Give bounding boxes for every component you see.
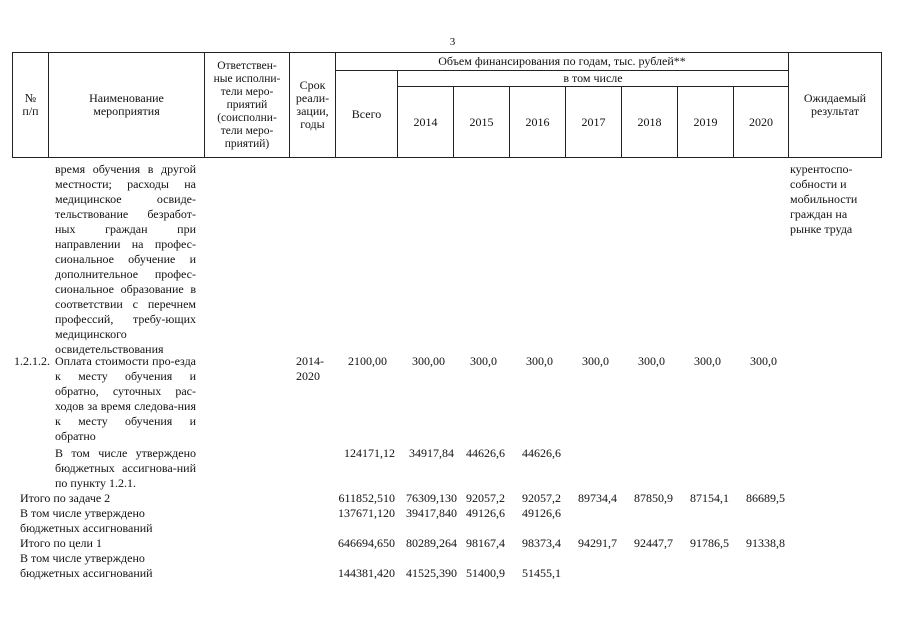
total-goal1-2016: 98373,4 bbox=[522, 536, 561, 550]
row-1212-name: Оплата стоимости про-езда к месту обучения и обратно, суточных рас-ходов за время следова-ния к месту обучения и обратно bbox=[55, 354, 196, 443]
header-col-executors: Ответствен- ные исполни- тели меро- приятий (соисполни- тели меро- приятий) bbox=[204, 52, 290, 158]
row-1212-2019: 300,0 bbox=[694, 354, 721, 368]
header-col-result: Ожидаемый результат bbox=[788, 52, 882, 158]
continued-measure-text: время обучения в другой местности; расходы на медицинское освиде-тельствование безработ-ных граждан при направлении на профес-сиональное обучение и дополнительное профес-сиональное образование в соответствии с перечнем профессий, требу-ющих медицинского освидетельствования bbox=[55, 162, 196, 356]
total-goal1-2014: 80289,264 bbox=[406, 536, 457, 550]
total-task2-2020: 86689,5 bbox=[746, 491, 785, 505]
row-1212-2014: 300,00 bbox=[412, 354, 445, 368]
header-year-2016: 2016 bbox=[509, 86, 566, 158]
approved-goal1-2015: 51400,9 bbox=[466, 566, 505, 580]
header-year-2017: 2017 bbox=[565, 86, 622, 158]
header-year-2015: 2015 bbox=[453, 86, 510, 158]
header-year-2018: 2018 bbox=[621, 86, 678, 158]
row-1212-2017: 300,0 bbox=[582, 354, 609, 368]
approved-task2-2014: 39417,840 bbox=[406, 506, 457, 520]
total-goal1-2018: 92447,7 bbox=[634, 536, 673, 550]
continued-expected-result: курентоспо- собности и мобильности граждан на рынке труда bbox=[790, 162, 858, 236]
row-1212-term: 2014- 2020 bbox=[296, 354, 324, 383]
approved-goal1-label: В том числе утверждено бюджетных ассигнований bbox=[20, 551, 153, 580]
header-col-funding: Объем финансирования по годам, тыс. рублей** bbox=[335, 52, 789, 71]
table-header bbox=[12, 52, 882, 158]
page-number: 3 bbox=[449, 36, 456, 48]
total-task2-2014: 76309,130 bbox=[406, 491, 457, 505]
row-1212-2020: 300,0 bbox=[750, 354, 777, 368]
row-1212-2018: 300,0 bbox=[638, 354, 665, 368]
approved-task2-2016: 49126,6 bbox=[522, 506, 561, 520]
header-col-name: Наименование мероприятия bbox=[48, 52, 205, 158]
header-col-term: Срок реали- зации, годы bbox=[289, 52, 336, 158]
row-1212-2015: 300,0 bbox=[470, 354, 497, 368]
approved-task2-total: 137671,120 bbox=[338, 506, 395, 520]
header-year-2019: 2019 bbox=[677, 86, 734, 158]
row-approved-121-2016: 44626,6 bbox=[522, 446, 561, 460]
row-1212-total: 2100,00 bbox=[348, 354, 387, 368]
total-goal1-2017: 94291,7 bbox=[578, 536, 617, 550]
row-1212-2016: 300,0 bbox=[526, 354, 553, 368]
header-col-number: № п/п bbox=[12, 52, 49, 158]
approved-goal1-total: 144381,420 bbox=[338, 566, 395, 580]
header-year-2014: 2014 bbox=[397, 86, 454, 158]
total-goal1-label: Итого по цели 1 bbox=[20, 536, 102, 550]
row-approved-121-2015: 44626,6 bbox=[466, 446, 505, 460]
header-year-2020: 2020 bbox=[733, 86, 789, 158]
approved-goal1-2014: 41525,390 bbox=[406, 566, 457, 580]
total-task2-2017: 89734,4 bbox=[578, 491, 617, 505]
approved-goal1-2016: 51455,1 bbox=[522, 566, 561, 580]
row-approved-121-2014: 34917,84 bbox=[409, 446, 454, 460]
total-goal1-2020: 91338,8 bbox=[746, 536, 785, 550]
total-goal1-total: 646694,650 bbox=[338, 536, 395, 550]
total-task2-2016: 92057,2 bbox=[522, 491, 561, 505]
total-goal1-2019: 91786,5 bbox=[690, 536, 729, 550]
total-task2-2015: 92057,2 bbox=[466, 491, 505, 505]
row-approved-121-total: 124171,12 bbox=[344, 446, 395, 460]
approved-task2-2015: 49126,6 bbox=[466, 506, 505, 520]
total-goal1-2015: 98167,4 bbox=[466, 536, 505, 550]
header-col-total: Всего bbox=[335, 70, 398, 158]
row-1212-number: 1.2.1.2. bbox=[14, 354, 50, 368]
approved-task2-label: В том числе утверждено бюджетных ассигнований bbox=[20, 506, 153, 535]
row-approved-121-name: В том числе утверждено бюджетных ассигнова-ний по пункту 1.2.1. bbox=[55, 446, 196, 490]
header-col-including: в том числе bbox=[397, 70, 789, 87]
total-task2-2018: 87850,9 bbox=[634, 491, 673, 505]
total-task2-total: 611852,510 bbox=[338, 491, 395, 505]
total-task2-label: Итого по задаче 2 bbox=[20, 491, 111, 505]
total-task2-2019: 87154,1 bbox=[690, 491, 729, 505]
